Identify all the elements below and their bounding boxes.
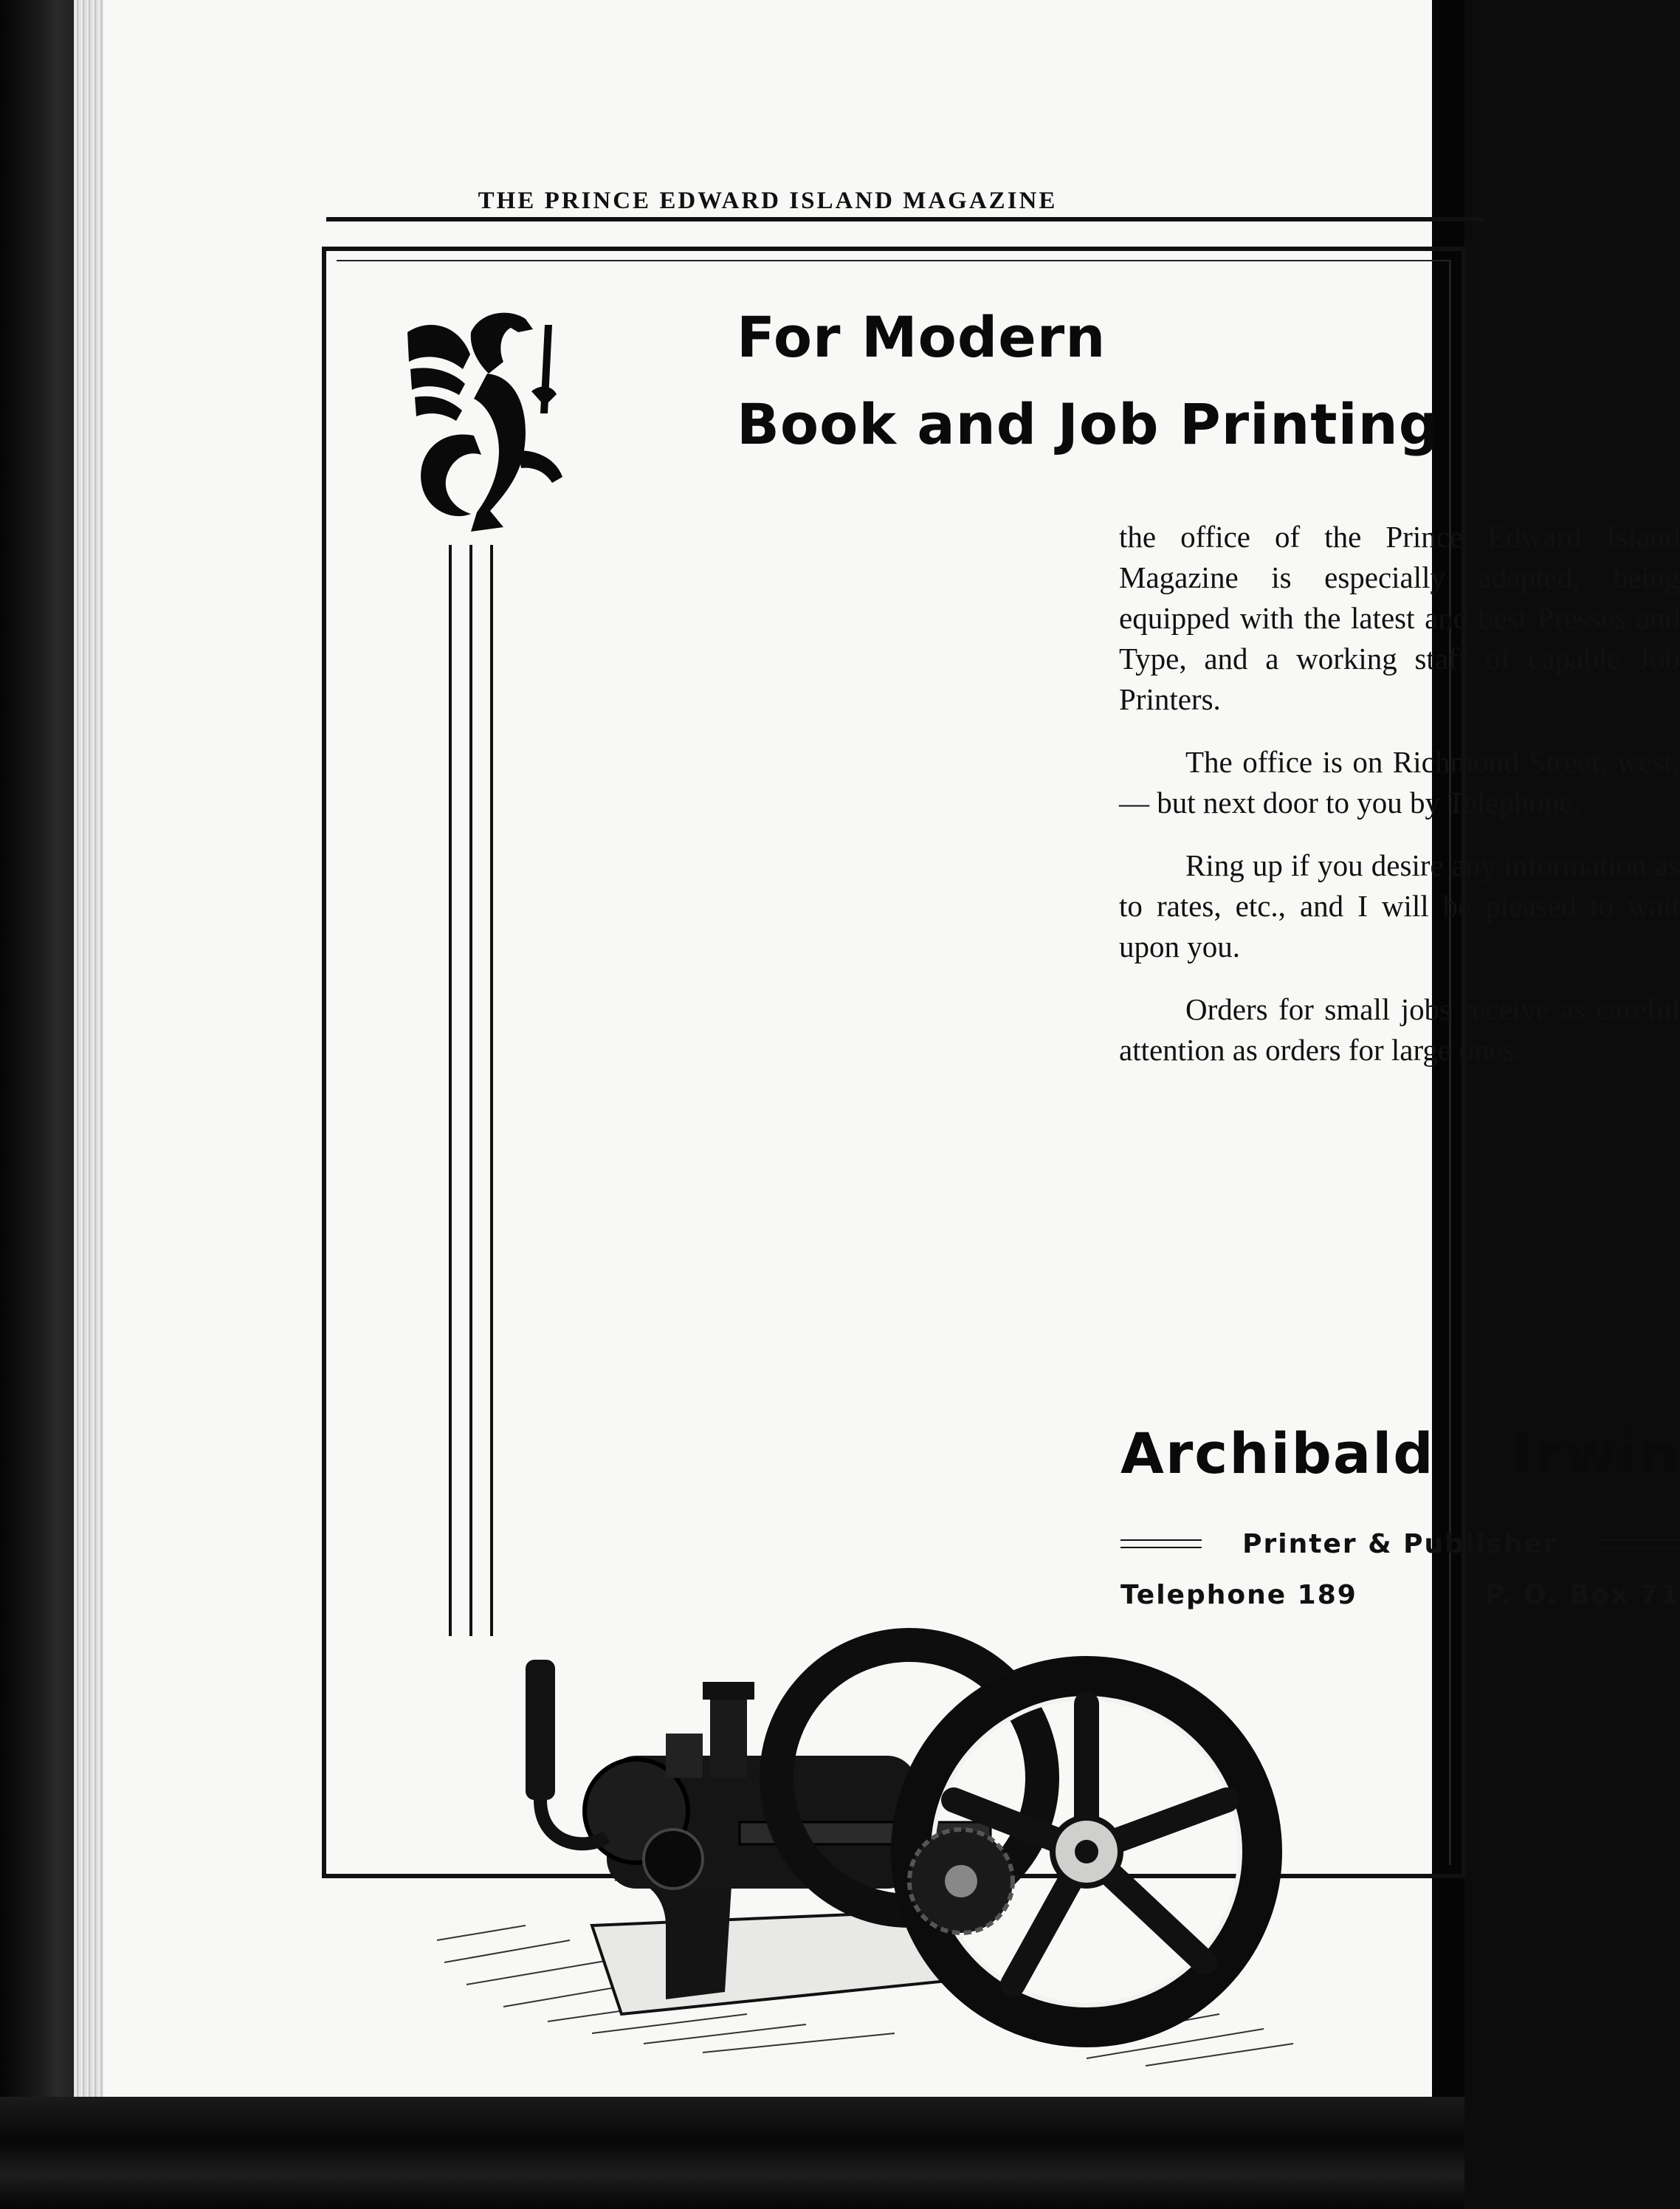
double-rule-right (1599, 1539, 1680, 1548)
po-box: P. O. Box 71 (1484, 1580, 1680, 1610)
occupation-text: Printer & Publisher (1242, 1528, 1558, 1559)
scan-edge-bottom (0, 2097, 1464, 2209)
advertisement-frame (322, 247, 1680, 1878)
ornament-pillar-lines (438, 545, 505, 1636)
paragraph-capabilities: the office of the Prince Edward Island Magazine is especially adapted, being equipped with the latest and best Presses and Type, and a working staff of capable Job Printers. (1119, 520, 1680, 716)
magazine-page (103, 0, 1680, 2120)
occupation-line (1120, 1525, 1680, 1562)
griffin-ornament-icon (400, 303, 585, 539)
advertiser-name: Archibald Irwin (1120, 1420, 1680, 1486)
ad-headline-line-1: For Modern (737, 304, 1106, 370)
paragraph-location: The office is on Richmond Street, west,— but next door to you by Telephone. (1119, 745, 1680, 820)
contact-line (1120, 1580, 1680, 1610)
running-head: THE PRINCE EDWARD ISLAND MAGAZINE (478, 188, 1058, 214)
telephone-number: Telephone 189 (1120, 1580, 1357, 1610)
page-stack-edge (74, 0, 103, 2126)
ad-body-text (1119, 517, 1680, 1093)
gas-engine-illustration (422, 1630, 1411, 2088)
paragraph-contact: Ring up if you desire any information as to rates, etc., and I will be pleased to wait upon you. (1119, 848, 1680, 963)
double-rule-left (1120, 1539, 1202, 1548)
running-head-rule (326, 217, 1484, 221)
ad-headline-line-2: Book and Job Printing (737, 391, 1440, 457)
paragraph-orders: Orders for small jobs receive as careful attention as orders for large ones. (1119, 992, 1680, 1067)
ad-headline (737, 294, 1460, 468)
